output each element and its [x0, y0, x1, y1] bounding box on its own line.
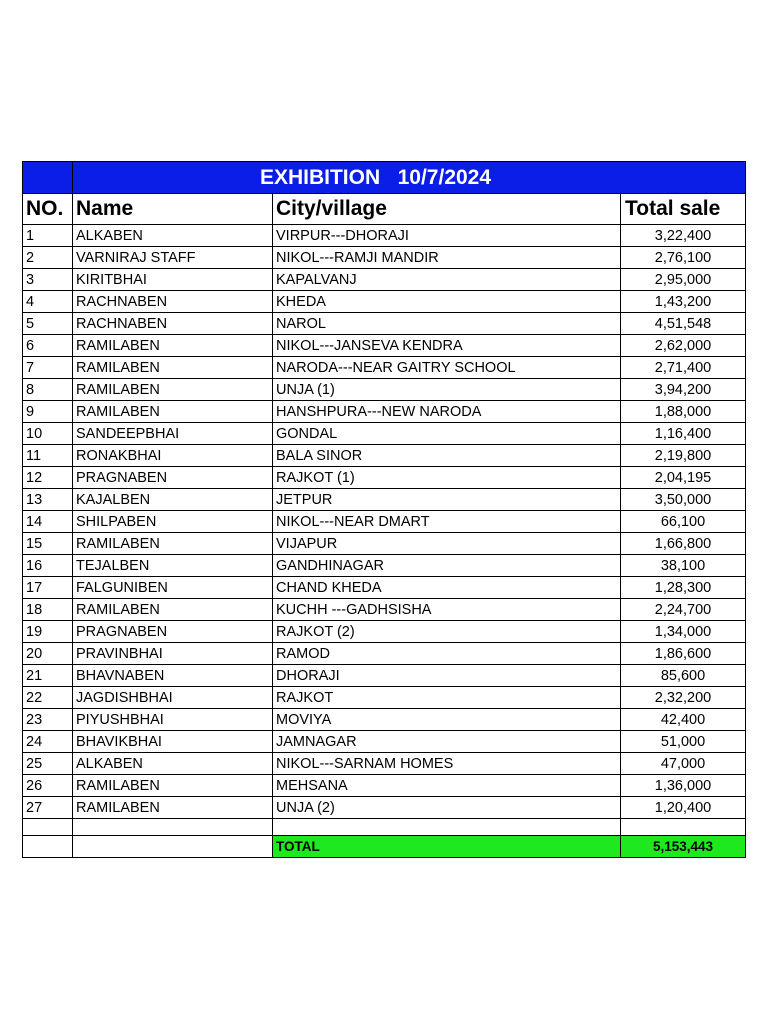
city-cell: UNJA (1): [273, 379, 621, 401]
city-cell: CHAND KHEDA: [273, 577, 621, 599]
row-number-cell: 13: [23, 489, 73, 511]
total-label: TOTAL: [273, 836, 621, 858]
name-cell: RAMILABEN: [73, 379, 273, 401]
city-cell: VIRPUR---DHORAJI: [273, 225, 621, 247]
city-cell: RAJKOT (1): [273, 467, 621, 489]
table-row: [23, 533, 746, 555]
name-cell: SANDEEPBHAI: [73, 423, 273, 445]
row-number-cell: 15: [23, 533, 73, 555]
city-cell: KUCHH ---GADHSISHA: [273, 599, 621, 621]
row-number-cell: 4: [23, 291, 73, 313]
table-body: [23, 162, 746, 858]
table-row: [23, 599, 746, 621]
total-sale-cell: 1,20,400: [621, 797, 746, 819]
row-number-cell: 1: [23, 225, 73, 247]
row-number-cell: 23: [23, 709, 73, 731]
total-sale-cell: 1,34,000: [621, 621, 746, 643]
total-sale-cell: 1,88,000: [621, 401, 746, 423]
name-cell: RAMILABEN: [73, 401, 273, 423]
row-number-cell: 8: [23, 379, 73, 401]
total-sale-cell: 2,71,400: [621, 357, 746, 379]
city-cell: MEHSANA: [273, 775, 621, 797]
row-number-cell: 17: [23, 577, 73, 599]
total-sale-cell: 1,28,300: [621, 577, 746, 599]
name-cell: ALKABEN: [73, 753, 273, 775]
city-cell: DHORAJI: [273, 665, 621, 687]
total-sale-cell: 3,22,400: [621, 225, 746, 247]
city-cell: NARODA---NEAR GAITRY SCHOOL: [273, 357, 621, 379]
name-cell: RAMILABEN: [73, 775, 273, 797]
total-sale-cell: 51,000: [621, 731, 746, 753]
blank-cell: [621, 819, 746, 836]
name-cell: BHAVNABEN: [73, 665, 273, 687]
column-header-city: City/village: [273, 194, 621, 225]
row-number-cell: 10: [23, 423, 73, 445]
name-cell: RAMILABEN: [73, 357, 273, 379]
total-sale-cell: 1,86,600: [621, 643, 746, 665]
name-cell: SHILPABEN: [73, 511, 273, 533]
row-number-cell: 5: [23, 313, 73, 335]
row-number-cell: 16: [23, 555, 73, 577]
total-sale-cell: 38,100: [621, 555, 746, 577]
name-cell: RAMILABEN: [73, 599, 273, 621]
total-sale-cell: 1,43,200: [621, 291, 746, 313]
name-cell: KAJALBEN: [73, 489, 273, 511]
table-row: [23, 269, 746, 291]
city-cell: NIKOL---RAMJI MANDIR: [273, 247, 621, 269]
city-cell: KAPALVANJ: [273, 269, 621, 291]
row-number-cell: 18: [23, 599, 73, 621]
table-row: [23, 357, 746, 379]
name-cell: RONAKBHAI: [73, 445, 273, 467]
name-cell: RAMILABEN: [73, 797, 273, 819]
blank-cell: [23, 819, 73, 836]
city-cell: NIKOL---SARNAM HOMES: [273, 753, 621, 775]
city-cell: RAMOD: [273, 643, 621, 665]
table-row: [23, 621, 746, 643]
row-number-cell: 26: [23, 775, 73, 797]
total-sale-cell: 85,600: [621, 665, 746, 687]
name-cell: BHAVIKBHAI: [73, 731, 273, 753]
total-sale-cell: 2,32,200: [621, 687, 746, 709]
city-cell: UNJA (2): [273, 797, 621, 819]
total-sale-cell: 2,62,000: [621, 335, 746, 357]
title-corner-cell: [23, 162, 73, 194]
blank-row: [23, 819, 746, 836]
name-cell: RACHNABEN: [73, 313, 273, 335]
total-sale-cell: 2,24,700: [621, 599, 746, 621]
total-sale-cell: 2,19,800: [621, 445, 746, 467]
exhibition-sales-table: [22, 161, 746, 858]
column-header-total: Total sale: [621, 194, 746, 225]
table-row: [23, 401, 746, 423]
table-row: [23, 555, 746, 577]
row-number-cell: 12: [23, 467, 73, 489]
city-cell: GONDAL: [273, 423, 621, 445]
total-sale-cell: 4,51,548: [621, 313, 746, 335]
city-cell: JAMNAGAR: [273, 731, 621, 753]
table-row: [23, 511, 746, 533]
table-row: [23, 489, 746, 511]
total-row: [23, 836, 746, 858]
table-row: [23, 445, 746, 467]
row-number-cell: 19: [23, 621, 73, 643]
name-cell: FALGUNIBEN: [73, 577, 273, 599]
name-cell: JAGDISHBHAI: [73, 687, 273, 709]
name-cell: RACHNABEN: [73, 291, 273, 313]
name-cell: VARNIRAJ STAFF: [73, 247, 273, 269]
table-row: [23, 665, 746, 687]
table-row: [23, 247, 746, 269]
table-row: [23, 797, 746, 819]
total-sale-cell: 42,400: [621, 709, 746, 731]
table-row: [23, 687, 746, 709]
table-row: [23, 731, 746, 753]
table-row: [23, 313, 746, 335]
name-cell: ALKABEN: [73, 225, 273, 247]
city-cell: NAROL: [273, 313, 621, 335]
total-sale-cell: 2,04,195: [621, 467, 746, 489]
name-cell: PIYUSHBHAI: [73, 709, 273, 731]
blank-cell: [23, 836, 73, 858]
blank-cell: [73, 819, 273, 836]
name-cell: RAMILABEN: [73, 533, 273, 555]
grand-total-value: 5,153,443: [621, 836, 746, 858]
table-row: [23, 291, 746, 313]
city-cell: HANSHPURA---NEW NARODA: [273, 401, 621, 423]
row-number-cell: 14: [23, 511, 73, 533]
table-row: [23, 577, 746, 599]
city-cell: BALA SINOR: [273, 445, 621, 467]
table-row: [23, 709, 746, 731]
row-number-cell: 2: [23, 247, 73, 269]
column-header-name: Name: [73, 194, 273, 225]
total-sale-cell: 2,95,000: [621, 269, 746, 291]
city-cell: VIJAPUR: [273, 533, 621, 555]
total-sale-cell: 3,94,200: [621, 379, 746, 401]
sheet-title: EXHIBITION 10/7/2024: [73, 162, 746, 194]
header-row: [23, 194, 746, 225]
city-cell: GANDHINAGAR: [273, 555, 621, 577]
blank-cell: [73, 836, 273, 858]
name-cell: KIRITBHAI: [73, 269, 273, 291]
name-cell: TEJALBEN: [73, 555, 273, 577]
table-row: [23, 753, 746, 775]
table-row: [23, 775, 746, 797]
city-cell: JETPUR: [273, 489, 621, 511]
name-cell: PRAGNABEN: [73, 621, 273, 643]
row-number-cell: 20: [23, 643, 73, 665]
row-number-cell: 21: [23, 665, 73, 687]
title-row: [23, 162, 746, 194]
name-cell: PRAGNABEN: [73, 467, 273, 489]
total-sale-cell: 2,76,100: [621, 247, 746, 269]
table-row: [23, 379, 746, 401]
row-number-cell: 11: [23, 445, 73, 467]
table-row: [23, 643, 746, 665]
city-cell: NIKOL---NEAR DMART: [273, 511, 621, 533]
total-sale-cell: 3,50,000: [621, 489, 746, 511]
row-number-cell: 27: [23, 797, 73, 819]
row-number-cell: 3: [23, 269, 73, 291]
name-cell: PRAVINBHAI: [73, 643, 273, 665]
total-sale-cell: 1,66,800: [621, 533, 746, 555]
name-cell: RAMILABEN: [73, 335, 273, 357]
city-cell: KHEDA: [273, 291, 621, 313]
row-number-cell: 7: [23, 357, 73, 379]
total-sale-cell: 47,000: [621, 753, 746, 775]
row-number-cell: 6: [23, 335, 73, 357]
column-header-no: NO.: [23, 194, 73, 225]
total-sale-cell: 1,36,000: [621, 775, 746, 797]
row-number-cell: 9: [23, 401, 73, 423]
city-cell: RAJKOT: [273, 687, 621, 709]
table-row: [23, 467, 746, 489]
table-row: [23, 335, 746, 357]
row-number-cell: 25: [23, 753, 73, 775]
table-row: [23, 225, 746, 247]
city-cell: NIKOL---JANSEVA KENDRA: [273, 335, 621, 357]
city-cell: RAJKOT (2): [273, 621, 621, 643]
total-sale-cell: 1,16,400: [621, 423, 746, 445]
table-row: [23, 423, 746, 445]
city-cell: MOVIYA: [273, 709, 621, 731]
row-number-cell: 22: [23, 687, 73, 709]
blank-cell: [273, 819, 621, 836]
row-number-cell: 24: [23, 731, 73, 753]
total-sale-cell: 66,100: [621, 511, 746, 533]
